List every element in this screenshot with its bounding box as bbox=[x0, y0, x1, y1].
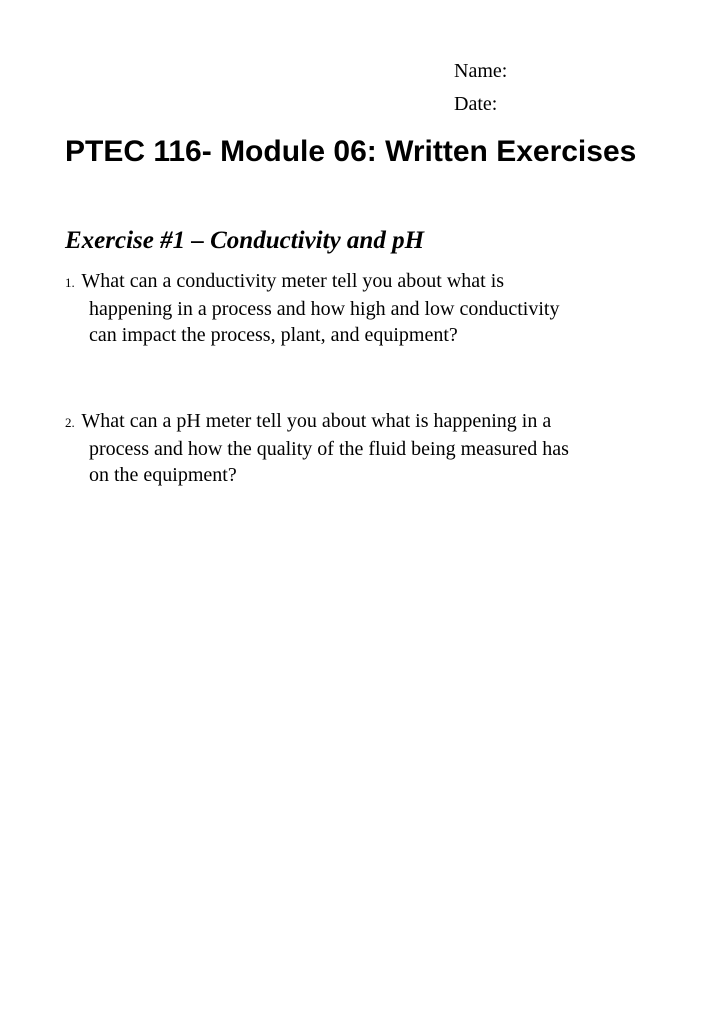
question-text-line: on the equipment? bbox=[89, 464, 237, 486]
question-number: 1. bbox=[65, 275, 75, 290]
date-label: Date: bbox=[454, 93, 498, 115]
exercise-heading: Exercise #1 – Conductivity and pH bbox=[65, 227, 425, 254]
document-title: PTEC 116- Module 06: Written Exercises bbox=[65, 135, 637, 168]
question-1 bbox=[65, 268, 645, 348]
name-label: Name: bbox=[454, 60, 508, 82]
question-text-line: What can a pH meter tell you about what is happening in a bbox=[81, 410, 552, 432]
question-number: 2. bbox=[65, 415, 75, 430]
question-text-line: process and how the quality of the fluid being measured has bbox=[89, 438, 569, 460]
question-2 bbox=[65, 408, 645, 488]
question-text-line: What can a conductivity meter tell you about what is bbox=[81, 270, 505, 292]
question-text-line: can impact the process, plant, and equipment? bbox=[89, 324, 458, 346]
question-text-line: happening in a process and how high and low conductivity bbox=[89, 298, 560, 320]
